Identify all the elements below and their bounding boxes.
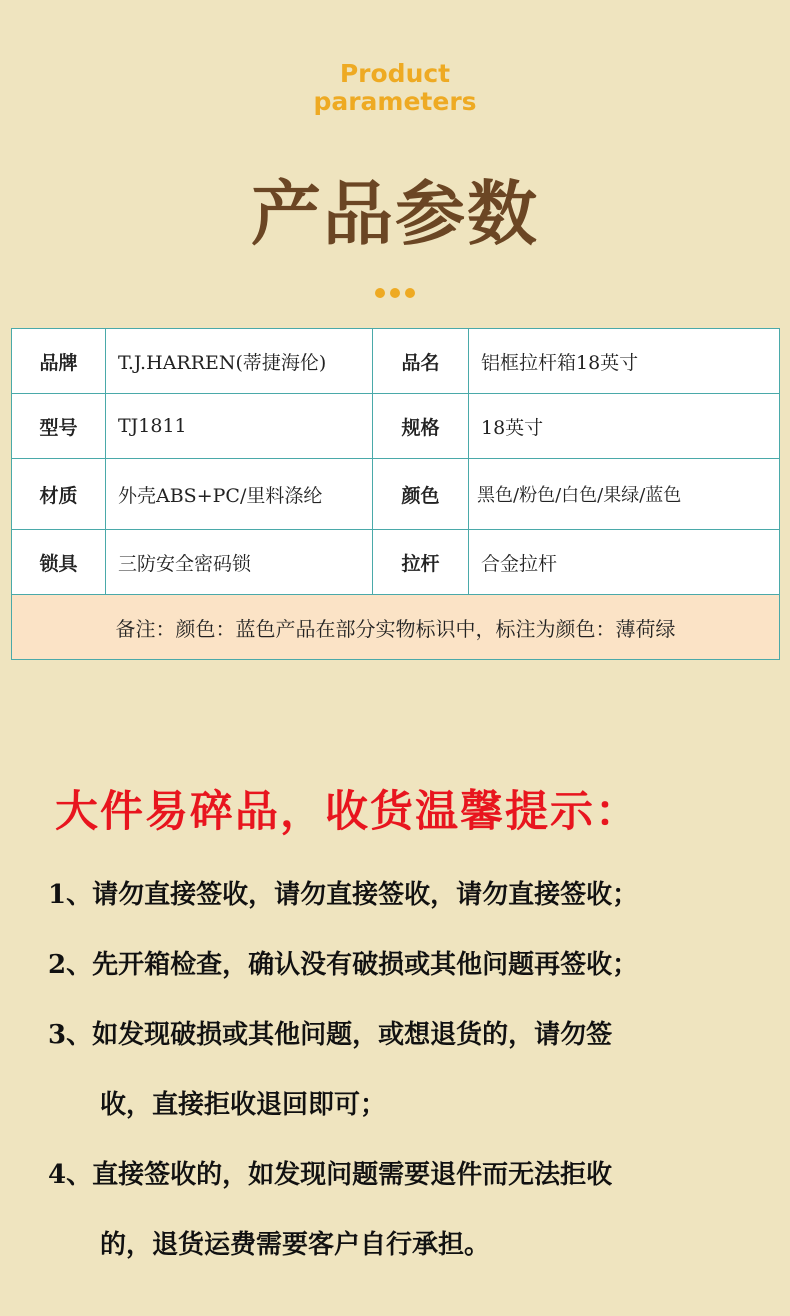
dot-icon	[390, 288, 400, 298]
param-value: 铝框拉杆箱18英寸	[469, 329, 780, 394]
dot-icon	[375, 288, 385, 298]
notice-list	[48, 860, 768, 1280]
notice-line: 的，退货运费需要客户自行承担。	[100, 1230, 491, 1260]
param-value: 外壳ABS+PC/里料涤纶	[106, 459, 373, 530]
param-label: 拉杆	[373, 530, 469, 595]
param-label: 材质	[12, 459, 106, 530]
notice-line: 4、直接签收的，如发现问题需要退件而无法拒收	[48, 1160, 613, 1190]
page-title: 产品参数	[251, 173, 539, 255]
table-row	[12, 459, 780, 530]
notice-line: 1、请勿直接签收，请勿直接签收，请勿直接签收；	[48, 880, 639, 910]
english-title	[0, 60, 790, 116]
table-note-row	[12, 595, 780, 660]
param-label: 型号	[12, 394, 106, 459]
english-title-line-2: parameters	[313, 87, 477, 116]
param-label: 规格	[373, 394, 469, 459]
param-label: 颜色	[373, 459, 469, 530]
param-value: 18英寸	[469, 394, 780, 459]
notice-line: 2、先开箱检查，确认没有破损或其他问题再签收；	[48, 950, 639, 980]
param-label: 锁具	[12, 530, 106, 595]
table-row	[12, 530, 780, 595]
notice-line: 3、如发现破损或其他问题，或想退货的，请勿签	[48, 1020, 613, 1050]
param-value: 合金拉杆	[469, 530, 780, 595]
param-label: 品名	[373, 329, 469, 394]
table-row	[12, 394, 780, 459]
remark-note: 备注：颜色：蓝色产品在部分实物标识中，标注为颜色：薄荷绿	[12, 595, 780, 660]
param-value: 三防安全密码锁	[106, 530, 373, 595]
english-title-line-1: Product	[339, 59, 451, 88]
decorative-dots	[0, 288, 790, 298]
dot-icon	[405, 288, 415, 298]
param-value: TJ1811	[106, 394, 373, 459]
table-row	[12, 329, 780, 394]
param-label: 品牌	[12, 329, 106, 394]
param-value: 黑色/粉色/白色/果绿/蓝色	[469, 459, 780, 530]
param-value: T.J.HARREN(蒂捷海伦)	[106, 329, 373, 394]
parameters-table	[11, 328, 780, 660]
notice-line: 收，直接拒收退回即可；	[100, 1090, 387, 1120]
notice-title: 大件易碎品，收货温馨提示：	[55, 787, 640, 837]
